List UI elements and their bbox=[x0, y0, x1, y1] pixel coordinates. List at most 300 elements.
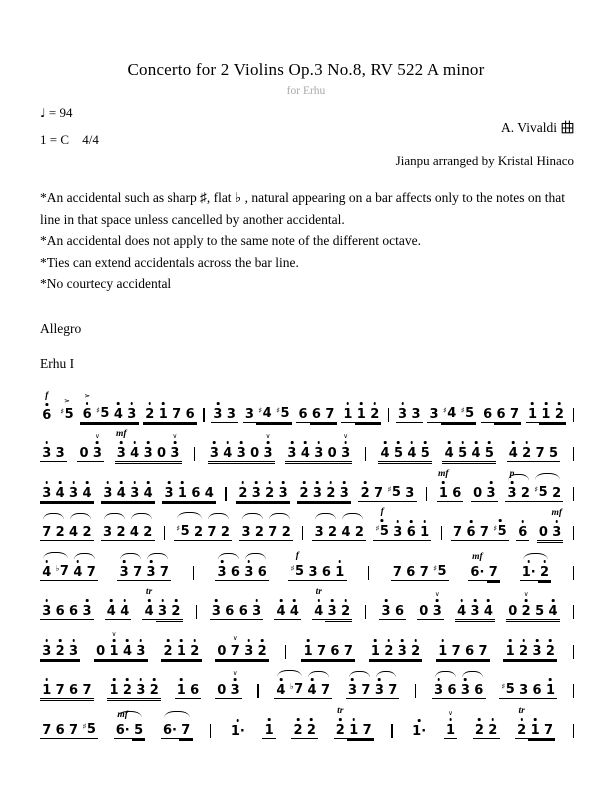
octave-dot bbox=[217, 402, 220, 405]
beat-group bbox=[94, 629, 148, 660]
accidental: ♯ bbox=[460, 405, 465, 415]
beat-group bbox=[40, 564, 98, 581]
beat-group bbox=[471, 486, 498, 502]
note-marks bbox=[461, 441, 464, 446]
octave-dot bbox=[268, 481, 271, 484]
jianpu-note: 2 bbox=[473, 723, 486, 739]
octave-dot bbox=[487, 599, 490, 602]
octave-dot bbox=[330, 481, 333, 484]
accidental: ♯ bbox=[290, 563, 295, 573]
octave-dot bbox=[316, 481, 319, 484]
note-marks bbox=[112, 631, 117, 644]
octave-dot bbox=[436, 599, 439, 602]
jianpu-note: 3 bbox=[67, 486, 80, 502]
accidental: ♯ bbox=[493, 524, 498, 533]
note-marks bbox=[396, 520, 399, 525]
jianpu-note: ♯5 bbox=[459, 406, 477, 423]
slur-group bbox=[305, 683, 332, 699]
beat-group bbox=[211, 407, 238, 423]
jianpu-note: 1 bbox=[176, 486, 189, 502]
octave-dot bbox=[293, 599, 296, 602]
note-marks bbox=[373, 402, 376, 407]
jianpu-note: 3 bbox=[235, 446, 248, 462]
note-marks bbox=[401, 402, 404, 407]
octave-dot bbox=[133, 481, 136, 484]
octave-dot bbox=[478, 718, 481, 721]
jianpu-note: 7 bbox=[391, 565, 404, 581]
jianpu-note: 3 bbox=[517, 683, 530, 699]
note-marks bbox=[521, 520, 524, 525]
beat-group bbox=[291, 723, 318, 739]
note-marks bbox=[107, 481, 110, 486]
trill-label: tr bbox=[315, 587, 322, 598]
octave-dot bbox=[414, 639, 417, 642]
beat-group bbox=[40, 446, 67, 462]
octave-dot bbox=[552, 599, 555, 602]
note-marks bbox=[217, 402, 220, 407]
octave-dot bbox=[255, 481, 258, 484]
jianpu-note: 2 bbox=[53, 525, 66, 541]
slur-group bbox=[459, 683, 486, 699]
jianpu-note: 6 bbox=[310, 407, 323, 423]
note-marks bbox=[351, 678, 354, 683]
beat-group bbox=[142, 587, 182, 620]
jianpu-note: 1 bbox=[107, 683, 120, 699]
beat-group bbox=[40, 390, 53, 423]
note-marks bbox=[360, 402, 363, 407]
octave-dot bbox=[120, 481, 123, 484]
octave-dot bbox=[107, 481, 110, 484]
note-marks bbox=[545, 402, 548, 407]
note-marks bbox=[95, 433, 100, 446]
beat-group bbox=[162, 486, 216, 502]
jianpu-note: 3 bbox=[373, 683, 386, 699]
jianpu-note: tr 4 bbox=[312, 604, 325, 620]
beat-group bbox=[215, 565, 269, 581]
slur-group bbox=[266, 525, 293, 541]
octave-dot bbox=[221, 560, 224, 563]
beat-group bbox=[107, 683, 161, 699]
octave-dot bbox=[213, 441, 216, 444]
jianpu-note: 1 bbox=[347, 723, 360, 739]
note-marks bbox=[364, 481, 367, 486]
accidental: ♯ bbox=[82, 721, 87, 731]
bow-mark: ∨ bbox=[343, 432, 348, 441]
note-marks bbox=[475, 441, 478, 446]
jianpu-note: 2 bbox=[297, 486, 310, 502]
music-line-1 bbox=[40, 388, 576, 428]
jianpu-note: 6 bbox=[183, 407, 196, 423]
tempo-indication bbox=[40, 105, 73, 121]
note-marks bbox=[110, 599, 113, 604]
octave-dot bbox=[303, 481, 306, 484]
page-subtitle: for Erhu bbox=[286, 85, 326, 97]
jianpu-note: 2 bbox=[382, 644, 395, 660]
accidental: ♯ bbox=[387, 484, 392, 494]
accent-mark: > bbox=[63, 397, 70, 404]
octave-dot bbox=[311, 678, 314, 681]
jianpu-note: 7 bbox=[53, 683, 66, 699]
slur-group bbox=[205, 525, 232, 541]
octave-dot bbox=[282, 481, 285, 484]
jianpu-note: f ♯5 bbox=[373, 524, 391, 541]
octave-dot bbox=[555, 520, 558, 523]
octave-dot bbox=[59, 639, 62, 642]
beat-group bbox=[229, 724, 247, 739]
slur-group bbox=[101, 525, 128, 541]
jianpu-note: 5 bbox=[456, 446, 469, 462]
octave-dot bbox=[442, 481, 445, 484]
note-marks bbox=[296, 552, 299, 564]
note-marks bbox=[213, 441, 216, 446]
jianpu-note: 7 bbox=[478, 525, 491, 541]
jianpu-note: 6 bbox=[53, 723, 66, 739]
accidental: ♯ bbox=[60, 406, 65, 416]
slur-group bbox=[242, 565, 269, 581]
slur-group bbox=[312, 525, 339, 541]
octave-dot bbox=[123, 560, 126, 563]
accidental: ♭ bbox=[289, 682, 294, 691]
beat-group bbox=[143, 407, 197, 423]
jianpu-note: 7 bbox=[158, 565, 171, 581]
jianpu-note: 7 bbox=[205, 525, 218, 541]
composer-name: A. Vivaldi bbox=[501, 120, 557, 135]
jianpu-note: 3 bbox=[134, 644, 147, 660]
jianpu-note: 6 bbox=[67, 604, 80, 620]
octave-dot bbox=[120, 441, 123, 444]
jianpu-note: 1 bbox=[355, 407, 368, 423]
octave-dot bbox=[45, 441, 48, 444]
octave-dot bbox=[373, 402, 376, 405]
octave-dot bbox=[521, 520, 524, 523]
note-marks bbox=[316, 588, 322, 604]
jianpu-note: 2 bbox=[291, 723, 304, 739]
beat-group bbox=[40, 525, 94, 541]
jianpu-note: 2 bbox=[305, 723, 318, 739]
jianpu-note: 7 bbox=[451, 525, 464, 541]
jianpu-note: 6 bbox=[481, 407, 494, 423]
octave-dot bbox=[45, 481, 48, 484]
note-marks bbox=[140, 678, 143, 683]
octave-dot bbox=[418, 719, 421, 722]
note-marks bbox=[549, 639, 552, 644]
jianpu-note: 1 bbox=[175, 683, 188, 699]
octave-dot bbox=[181, 481, 184, 484]
jianpu-note: 0 bbox=[77, 446, 90, 462]
jianpu-note: 3 bbox=[484, 486, 497, 502]
jianpu-note: p 3 bbox=[505, 486, 518, 502]
octave-dot bbox=[291, 441, 294, 444]
beat-group bbox=[174, 524, 232, 541]
composer-credit bbox=[501, 120, 574, 136]
quarter-note-icon: ♩ bbox=[40, 106, 46, 120]
jianpu-note: ∨ 3 bbox=[339, 446, 352, 462]
jianpu-note: 4 bbox=[112, 407, 125, 423]
slur-group bbox=[339, 525, 366, 541]
jianpu-note: mf 1 bbox=[438, 468, 449, 501]
jianpu-note: 2 bbox=[219, 525, 232, 541]
octave-dot bbox=[280, 678, 283, 681]
jianpu-note: ♯5 bbox=[499, 682, 517, 699]
jianpu-note: 7 bbox=[131, 565, 144, 581]
jianpu-note: 3 bbox=[432, 683, 445, 699]
dynamic-label: mf bbox=[472, 552, 483, 562]
jianpu-note: 3 bbox=[239, 525, 252, 541]
octave-dot bbox=[512, 441, 515, 444]
note-marks bbox=[59, 481, 62, 486]
octave-dot bbox=[150, 560, 153, 563]
octave-dot bbox=[86, 481, 89, 484]
jianpu-note: 6 bbox=[404, 565, 417, 581]
octave-dot bbox=[411, 441, 414, 444]
note-marks bbox=[558, 402, 561, 407]
note-marks bbox=[297, 718, 300, 723]
note-marks bbox=[84, 393, 90, 406]
octave-dot bbox=[448, 441, 451, 444]
barline bbox=[426, 487, 427, 501]
note-marks bbox=[549, 678, 552, 683]
octave-dot bbox=[424, 441, 427, 444]
octave-dot bbox=[242, 481, 245, 484]
octave-dot bbox=[549, 639, 552, 642]
jianpu-note: 0 bbox=[537, 525, 550, 541]
octave-dot bbox=[96, 441, 99, 444]
arranger-credit: Jianpu arranged by Kristal Hinaco bbox=[395, 153, 574, 168]
jianpu-note: 2 bbox=[161, 644, 174, 660]
jianpu-note: 3 bbox=[391, 525, 404, 541]
jianpu-note: 2 bbox=[358, 486, 371, 502]
jianpu-note: 3 bbox=[306, 565, 319, 581]
beat-group bbox=[473, 723, 500, 739]
beat-group bbox=[58, 397, 76, 423]
barline bbox=[365, 447, 366, 461]
octave-dot bbox=[499, 519, 502, 522]
key-signature: 1 = C bbox=[40, 132, 70, 147]
note-marks bbox=[86, 481, 89, 486]
note-marks bbox=[147, 441, 150, 446]
music-line-8 bbox=[40, 665, 576, 705]
jianpu-note: 3 bbox=[144, 565, 157, 581]
note-marks bbox=[280, 599, 283, 604]
note-marks bbox=[255, 599, 258, 604]
beat-group bbox=[114, 710, 146, 739]
note-marks bbox=[410, 520, 413, 525]
note-marks bbox=[303, 481, 306, 486]
jianpu-note: 6 bbox=[530, 683, 543, 699]
note-marks bbox=[460, 599, 463, 604]
jianpu-note: ♯5 bbox=[431, 564, 449, 581]
beat-group bbox=[297, 486, 351, 502]
note-marks bbox=[268, 481, 271, 486]
note-marks bbox=[307, 639, 310, 644]
jianpu-note: 4 bbox=[121, 644, 134, 660]
beat-group bbox=[312, 587, 352, 620]
jianpu-note: 7 bbox=[533, 446, 546, 462]
note-marks bbox=[291, 441, 294, 446]
octave-dot bbox=[110, 599, 113, 602]
slur-group bbox=[67, 525, 94, 541]
note-marks bbox=[77, 560, 80, 565]
jianpu-note: 1 bbox=[157, 407, 170, 423]
barline bbox=[573, 645, 574, 659]
note-marks bbox=[491, 718, 494, 723]
jianpu-note: 1 bbox=[526, 407, 539, 423]
jianpu-note: 6 bbox=[463, 644, 476, 660]
jianpu-note: 6 bbox=[464, 525, 477, 541]
barline bbox=[415, 684, 416, 698]
jianpu-note: 4 bbox=[442, 446, 455, 462]
jianpu-note: 3 bbox=[141, 446, 154, 462]
page-title: Concerto for 2 Violins Op.3 No.8, RV 522 A minor bbox=[127, 60, 485, 79]
beat-group bbox=[208, 432, 275, 462]
note-marks bbox=[551, 509, 562, 525]
jianpu-note: 6 bbox=[229, 565, 242, 581]
octave-dot bbox=[460, 599, 463, 602]
tempo-marking: Allegro bbox=[40, 321, 82, 336]
octave-dot bbox=[45, 403, 48, 406]
jianpu-note: mf 3 bbox=[115, 429, 127, 461]
barline bbox=[573, 605, 574, 619]
music-line-3 bbox=[40, 467, 576, 507]
octave-dot bbox=[247, 639, 250, 642]
jianpu-note: tr 2 bbox=[334, 723, 347, 739]
barline bbox=[257, 684, 258, 698]
note-marks bbox=[123, 560, 126, 565]
jianpu-note: 4 bbox=[141, 486, 154, 502]
barline bbox=[573, 566, 574, 580]
jianpu-note: 6 bbox=[405, 525, 418, 541]
jianpu-note: 3 bbox=[242, 644, 255, 660]
jianpu-note: 4 bbox=[274, 683, 287, 699]
note-marks bbox=[146, 588, 152, 604]
barline bbox=[365, 605, 366, 619]
octave-dot bbox=[488, 441, 491, 444]
jianpu-note: 2 bbox=[280, 525, 293, 541]
octave-dot bbox=[475, 441, 478, 444]
jianpu-note: 7 bbox=[449, 644, 462, 660]
barline bbox=[225, 487, 226, 501]
octave-dot bbox=[45, 678, 48, 681]
barline bbox=[573, 684, 574, 698]
octave-dot bbox=[317, 441, 320, 444]
note-marks bbox=[266, 433, 271, 446]
note-marks bbox=[45, 392, 48, 408]
beat-group bbox=[105, 604, 132, 620]
jianpu-note: 1 bbox=[528, 723, 541, 739]
jianpu-note: 3 bbox=[211, 407, 224, 423]
jianpu-note: 2 bbox=[121, 683, 134, 699]
jianpu-note: 7 bbox=[266, 525, 279, 541]
octave-dot bbox=[339, 560, 342, 563]
octave-dot bbox=[347, 402, 350, 405]
octave-dot bbox=[410, 520, 413, 523]
jianpu-note: ∨ 1 bbox=[107, 644, 120, 660]
beat-group bbox=[468, 552, 500, 581]
note-marks bbox=[293, 599, 296, 604]
jianpu-note: 2 bbox=[339, 604, 352, 620]
octave-dot bbox=[525, 599, 528, 602]
beat-group bbox=[373, 507, 431, 541]
barline bbox=[285, 645, 286, 659]
note-marks bbox=[117, 402, 120, 407]
octave-dot bbox=[261, 639, 264, 642]
jianpu-note: 7 bbox=[418, 565, 431, 581]
note-marks bbox=[162, 402, 165, 407]
accent-mark: > bbox=[84, 393, 91, 400]
octave-dot bbox=[339, 718, 342, 721]
jianpu-note: 3 bbox=[427, 407, 440, 423]
beat-group bbox=[161, 644, 201, 660]
jianpu-note: 3 bbox=[128, 486, 141, 502]
octave-dot bbox=[520, 718, 523, 721]
jianpu-note: tr 2 bbox=[515, 723, 528, 739]
octave-dot bbox=[384, 441, 387, 444]
note-marks bbox=[524, 591, 529, 604]
note-marks bbox=[423, 520, 426, 525]
octave-dot bbox=[147, 441, 150, 444]
octave-dot bbox=[149, 402, 152, 405]
octave-dot bbox=[86, 599, 89, 602]
beat-group bbox=[77, 432, 104, 462]
accidental: ♯ bbox=[96, 405, 100, 415]
note-marks bbox=[499, 519, 502, 524]
jianpu-note: 2 bbox=[368, 407, 381, 423]
jianpu-note: 0 bbox=[94, 644, 107, 660]
jianpu-note: 3 bbox=[403, 486, 416, 502]
jianpu-note: 4 bbox=[128, 525, 141, 541]
jianpu-note: 4 bbox=[105, 604, 118, 620]
slur-group bbox=[40, 525, 67, 541]
note-marks bbox=[173, 433, 178, 446]
jianpu-note: 2 bbox=[253, 525, 266, 541]
note-marks bbox=[153, 678, 156, 683]
beat-group bbox=[369, 644, 423, 660]
jianpu-note: 0 bbox=[155, 446, 168, 462]
jianpu-note: ♯5 bbox=[274, 406, 292, 423]
barline bbox=[196, 605, 197, 619]
jianpu-note: 1 bbox=[369, 644, 382, 660]
slur-group bbox=[174, 524, 205, 541]
beat-group bbox=[215, 634, 269, 660]
jianpu-note: 3 bbox=[311, 486, 324, 502]
slur-group bbox=[373, 683, 400, 699]
note-marks bbox=[347, 402, 350, 407]
jianpu-note: 3 bbox=[162, 486, 175, 502]
jianpu-note: tr 4 bbox=[142, 604, 155, 620]
octave-dot bbox=[240, 441, 243, 444]
beat-group bbox=[444, 708, 457, 739]
jianpu-note: ∨ 3 bbox=[91, 446, 104, 462]
jianpu-note: mf 3 bbox=[551, 508, 563, 540]
accidental-notes bbox=[40, 187, 578, 295]
beat-group bbox=[379, 604, 406, 620]
octave-dot bbox=[267, 441, 270, 444]
octave-dot bbox=[525, 441, 528, 444]
beat-group bbox=[537, 508, 564, 541]
note-marks bbox=[344, 599, 347, 604]
accidental: ♯ bbox=[375, 524, 380, 533]
jianpu-note: 0 bbox=[417, 604, 430, 620]
octave-dot bbox=[280, 599, 283, 602]
note-marks bbox=[310, 718, 313, 723]
octave-dot bbox=[364, 481, 367, 484]
jianpu-note: 2 bbox=[188, 644, 201, 660]
jianpu-note: 7 bbox=[40, 525, 53, 541]
jianpu-note: 2 bbox=[236, 486, 249, 502]
jianpu-note: 4 bbox=[455, 604, 468, 620]
note-marks bbox=[543, 560, 546, 565]
note-item: *No courtecy accidental bbox=[40, 276, 172, 291]
